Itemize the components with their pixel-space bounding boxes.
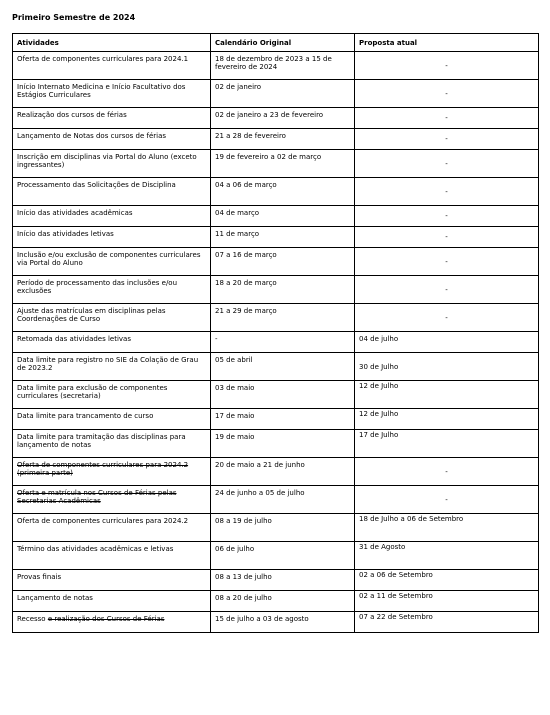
cell-original: 21 a 28 de fevereiro xyxy=(211,129,355,150)
cell-atual: 07 a 22 de Setembro xyxy=(355,612,539,633)
cell-original: 18 de dezembro de 2023 a 15 de fevereiro de 2024 xyxy=(211,52,355,80)
cell-atual: 18 de Julho a 06 de Setembro xyxy=(355,514,539,542)
calendar-table xyxy=(12,33,539,633)
cell-original: 08 a 19 de julho xyxy=(211,514,355,542)
table-row xyxy=(13,430,539,458)
cell-atual: - xyxy=(355,108,539,129)
table-row xyxy=(13,409,539,430)
cell-original: 03 de maio xyxy=(211,381,355,409)
table-row xyxy=(13,248,539,276)
cell-atual: 04 de julho xyxy=(355,332,539,353)
cell-original: 15 de julho a 03 de agosto xyxy=(211,612,355,633)
recesso-label: Recesso xyxy=(17,615,48,623)
table-row xyxy=(13,381,539,409)
cell-atual: - xyxy=(355,458,539,486)
cell-atual: 30 de Julho xyxy=(355,353,539,381)
cell-atual: - xyxy=(355,276,539,304)
cell-atual: 12 de Julho xyxy=(355,381,539,409)
cell-atividade: Processamento das Solicitações de Disciplina xyxy=(13,178,211,206)
table-row xyxy=(13,486,539,514)
cell-atual: 02 a 11 de Setembro xyxy=(355,591,539,612)
cell-atividade: Realização dos cursos de férias xyxy=(13,108,211,129)
cell-atividade: Data limite para tramitação das disciplinas para lançamento de notas xyxy=(13,430,211,458)
cell-atual: - xyxy=(355,486,539,514)
cell-original: 08 a 13 de julho xyxy=(211,570,355,591)
cell-original: 11 de março xyxy=(211,227,355,248)
cell-original: 24 de junho a 05 de julho xyxy=(211,486,355,514)
cell-atividade: Início Internato Medicina e Início Facultativo dos Estágios Curriculares xyxy=(13,80,211,108)
cell-original: - xyxy=(211,332,355,353)
header-atividades: Atividades xyxy=(13,34,211,52)
header-calendario-original: Calendário Original xyxy=(211,34,355,52)
cell-atividade: Lançamento de Notas dos cursos de férias xyxy=(13,129,211,150)
cell-atual: - xyxy=(355,150,539,178)
cell-atividade: Início das atividades acadêmicas xyxy=(13,206,211,227)
table-row xyxy=(13,332,539,353)
table-row xyxy=(13,108,539,129)
table-row xyxy=(13,150,539,178)
cell-atual: - xyxy=(355,248,539,276)
table-row xyxy=(13,304,539,332)
cell-atividade: Período de processamento das inclusões e/ou exclusões xyxy=(13,276,211,304)
struck-cursos-ferias: e realização dos Cursos de Férias xyxy=(47,615,165,623)
table-row xyxy=(13,178,539,206)
cell-atual: - xyxy=(355,129,539,150)
cell-atividade: Data limite para registro no SIE da Colação de Grau de 2023.2 xyxy=(13,353,211,381)
cell-atividade: Oferta de componentes curriculares para 2024.1 xyxy=(13,52,211,80)
table-row xyxy=(13,458,539,486)
cell-atividade: Inscrição em disciplinas via Portal do Aluno (exceto ingressantes) xyxy=(13,150,211,178)
cell-atual: - xyxy=(355,206,539,227)
cell-atual: 17 de Julho xyxy=(355,430,539,458)
cell-original: 08 a 20 de julho xyxy=(211,591,355,612)
table-row xyxy=(13,353,539,381)
table-row xyxy=(13,514,539,542)
cell-atividade: Término das atividades acadêmicas e letivas xyxy=(13,542,211,570)
cell-atual: - xyxy=(355,52,539,80)
table-row xyxy=(13,52,539,80)
cell-atual: - xyxy=(355,80,539,108)
cell-atual: - xyxy=(355,304,539,332)
table-header-row xyxy=(13,34,539,52)
cell-atividade: Provas finais xyxy=(13,570,211,591)
table-row xyxy=(13,206,539,227)
cell-original: 05 de abril xyxy=(211,353,355,381)
table-row xyxy=(13,129,539,150)
cell-atividade: Retomada das atividades letivas xyxy=(13,332,211,353)
cell-atual: 12 de Julho xyxy=(355,409,539,430)
table-row xyxy=(13,570,539,591)
cell-atividade: Início das atividades letivas xyxy=(13,227,211,248)
cell-atividade: Oferta de componentes curriculares para 2024.2 xyxy=(13,514,211,542)
cell-atual: - xyxy=(355,227,539,248)
cell-original: 07 a 16 de março xyxy=(211,248,355,276)
cell-original: 02 de janeiro xyxy=(211,80,355,108)
cell-original: 20 de maio a 21 de junho xyxy=(211,458,355,486)
cell-original: 19 de maio xyxy=(211,430,355,458)
cell-original: 21 a 29 de março xyxy=(211,304,355,332)
header-proposta-atual: Proposta atual xyxy=(355,34,539,52)
cell-atividade: Data limite para trancamento de curso xyxy=(13,409,211,430)
cell-atual: 02 a 06 de Setembro xyxy=(355,570,539,591)
cell-original: 04 a 06 de março xyxy=(211,178,355,206)
cell-atual: - xyxy=(355,178,539,206)
cell-atividade-struck: Oferta de componentes curriculares para 2024.2 (primeira parte) xyxy=(13,458,211,486)
table-row xyxy=(13,227,539,248)
table-row xyxy=(13,276,539,304)
cell-atividade: Data limite para exclusão de componentes curriculares (secretaria) xyxy=(13,381,211,409)
table-row xyxy=(13,612,539,633)
cell-atividade: Inclusão e/ou exclusão de componentes curriculares via Portal do Aluno xyxy=(13,248,211,276)
cell-atividade: Ajuste das matrículas em disciplinas pelas Coordenações de Curso xyxy=(13,304,211,332)
cell-original: 19 de fevereiro a 02 de março xyxy=(211,150,355,178)
cell-atual: 31 de Agosto xyxy=(355,542,539,570)
cell-atividade xyxy=(13,612,211,633)
cell-original: 04 de março xyxy=(211,206,355,227)
cell-original: 18 a 20 de março xyxy=(211,276,355,304)
table-row xyxy=(13,591,539,612)
semester-heading: Primeiro Semestre de 2024 xyxy=(12,13,136,22)
cell-atividade-struck: Oferta e matrícula nos Cursos de Férias pelas Secretarias Acadêmicas xyxy=(13,486,211,514)
table-row xyxy=(13,542,539,570)
cell-original: 02 de janeiro a 23 de fevereiro xyxy=(211,108,355,129)
cell-original: 06 de julho xyxy=(211,542,355,570)
table-row xyxy=(13,80,539,108)
cell-atividade: Lançamento de notas xyxy=(13,591,211,612)
cell-original: 17 de maio xyxy=(211,409,355,430)
